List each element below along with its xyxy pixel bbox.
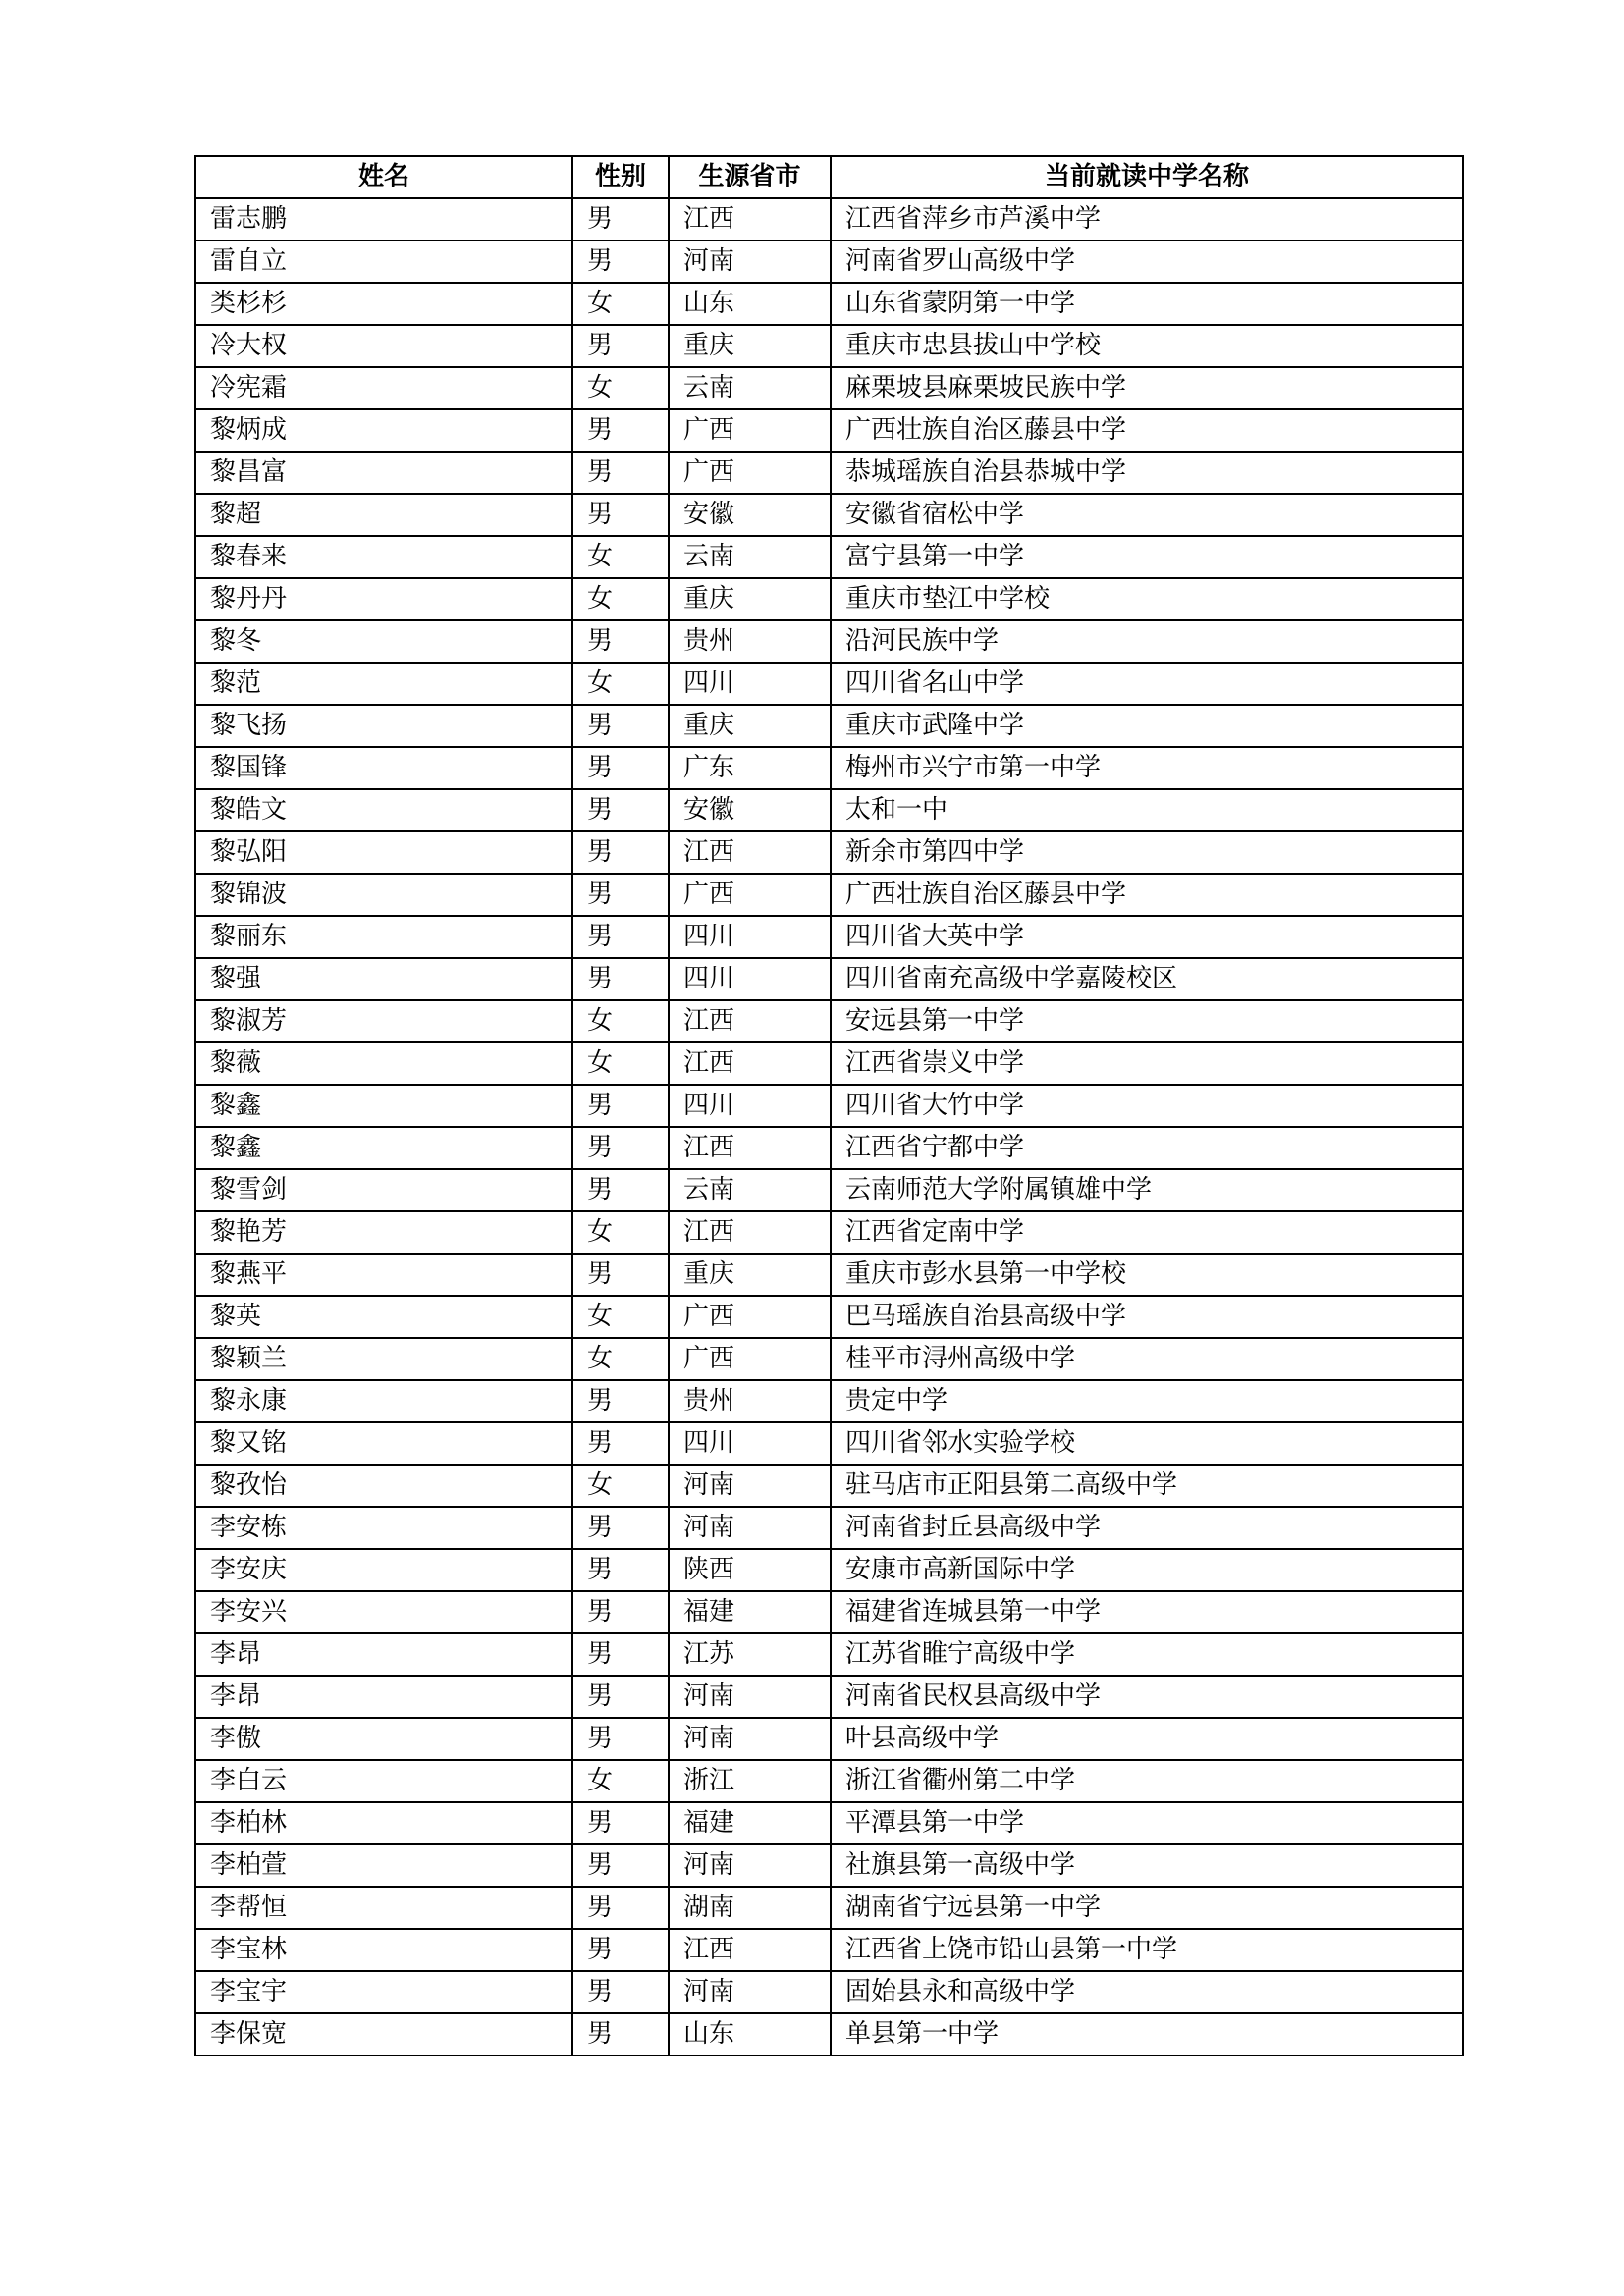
cell-name: 黎英 bbox=[195, 1296, 572, 1338]
cell-school: 广西壮族自治区藤县中学 bbox=[831, 409, 1463, 452]
cell-school: 固始县永和高级中学 bbox=[831, 1971, 1463, 2013]
cell-name: 黎永康 bbox=[195, 1380, 572, 1422]
cell-gender: 男 bbox=[572, 789, 669, 831]
header-gender: 性别 bbox=[572, 156, 669, 198]
cell-gender: 男 bbox=[572, 452, 669, 494]
cell-gender: 男 bbox=[572, 620, 669, 663]
cell-province: 广西 bbox=[669, 1296, 831, 1338]
cell-province: 广西 bbox=[669, 1338, 831, 1380]
cell-school: 湖南省宁远县第一中学 bbox=[831, 1887, 1463, 1929]
cell-school: 江苏省睢宁高级中学 bbox=[831, 1633, 1463, 1676]
table-row bbox=[195, 1042, 1463, 1085]
cell-name: 黎炳成 bbox=[195, 409, 572, 452]
cell-province: 重庆 bbox=[669, 705, 831, 747]
cell-school: 单县第一中学 bbox=[831, 2013, 1463, 2056]
cell-name: 李安兴 bbox=[195, 1591, 572, 1633]
cell-name: 李昂 bbox=[195, 1633, 572, 1676]
table-row bbox=[195, 663, 1463, 705]
cell-school: 安远县第一中学 bbox=[831, 1000, 1463, 1042]
cell-name: 黎锦波 bbox=[195, 874, 572, 916]
cell-school: 四川省大竹中学 bbox=[831, 1085, 1463, 1127]
cell-name: 黎强 bbox=[195, 958, 572, 1000]
cell-name: 李昂 bbox=[195, 1676, 572, 1718]
cell-name: 黎飞扬 bbox=[195, 705, 572, 747]
cell-name: 黎艳芳 bbox=[195, 1211, 572, 1254]
cell-gender: 女 bbox=[572, 663, 669, 705]
table-row bbox=[195, 620, 1463, 663]
cell-school: 四川省名山中学 bbox=[831, 663, 1463, 705]
cell-gender: 男 bbox=[572, 1507, 669, 1549]
cell-province: 四川 bbox=[669, 663, 831, 705]
cell-gender: 男 bbox=[572, 1169, 669, 1211]
cell-gender: 男 bbox=[572, 494, 669, 536]
cell-name: 黎国锋 bbox=[195, 747, 572, 789]
cell-gender: 男 bbox=[572, 705, 669, 747]
cell-gender: 女 bbox=[572, 367, 669, 409]
cell-name: 黎冬 bbox=[195, 620, 572, 663]
table-row bbox=[195, 452, 1463, 494]
cell-school: 浙江省衢州第二中学 bbox=[831, 1760, 1463, 1802]
cell-gender: 男 bbox=[572, 1422, 669, 1465]
cell-name: 黎淑芳 bbox=[195, 1000, 572, 1042]
cell-province: 河南 bbox=[669, 1676, 831, 1718]
cell-school: 恭城瑶族自治县恭城中学 bbox=[831, 452, 1463, 494]
header-school: 当前就读中学名称 bbox=[831, 156, 1463, 198]
cell-province: 四川 bbox=[669, 1085, 831, 1127]
table-row bbox=[195, 367, 1463, 409]
cell-gender: 男 bbox=[572, 198, 669, 240]
cell-province: 江苏 bbox=[669, 1633, 831, 1676]
table-row bbox=[195, 1507, 1463, 1549]
cell-gender: 男 bbox=[572, 1718, 669, 1760]
cell-school: 沿河民族中学 bbox=[831, 620, 1463, 663]
cell-province: 福建 bbox=[669, 1591, 831, 1633]
cell-name: 李傲 bbox=[195, 1718, 572, 1760]
cell-name: 黎丽东 bbox=[195, 916, 572, 958]
cell-school: 江西省定南中学 bbox=[831, 1211, 1463, 1254]
cell-province: 广西 bbox=[669, 452, 831, 494]
cell-school: 山东省蒙阴第一中学 bbox=[831, 283, 1463, 325]
cell-province: 四川 bbox=[669, 958, 831, 1000]
cell-province: 山东 bbox=[669, 283, 831, 325]
cell-name: 黎春来 bbox=[195, 536, 572, 578]
cell-name: 李安栋 bbox=[195, 1507, 572, 1549]
cell-gender: 男 bbox=[572, 1633, 669, 1676]
cell-province: 四川 bbox=[669, 916, 831, 958]
table-row bbox=[195, 1127, 1463, 1169]
table-row bbox=[195, 705, 1463, 747]
cell-province: 四川 bbox=[669, 1422, 831, 1465]
cell-school: 河南省民权县高级中学 bbox=[831, 1676, 1463, 1718]
cell-province: 贵州 bbox=[669, 620, 831, 663]
table-header-row bbox=[195, 156, 1463, 198]
cell-school: 江西省上饶市铅山县第一中学 bbox=[831, 1929, 1463, 1971]
cell-province: 重庆 bbox=[669, 578, 831, 620]
cell-school: 富宁县第一中学 bbox=[831, 536, 1463, 578]
cell-province: 河南 bbox=[669, 240, 831, 283]
cell-gender: 男 bbox=[572, 1887, 669, 1929]
cell-province: 陕西 bbox=[669, 1549, 831, 1591]
cell-gender: 女 bbox=[572, 1211, 669, 1254]
cell-school: 河南省罗山高级中学 bbox=[831, 240, 1463, 283]
table-row bbox=[195, 198, 1463, 240]
cell-name: 黎皓文 bbox=[195, 789, 572, 831]
cell-gender: 男 bbox=[572, 1844, 669, 1887]
table-row bbox=[195, 1549, 1463, 1591]
cell-name: 黎弘阳 bbox=[195, 831, 572, 874]
cell-gender: 男 bbox=[572, 831, 669, 874]
table-row bbox=[195, 240, 1463, 283]
cell-school: 叶县高级中学 bbox=[831, 1718, 1463, 1760]
table-row bbox=[195, 1802, 1463, 1844]
header-province: 生源省市 bbox=[669, 156, 831, 198]
cell-name: 李柏林 bbox=[195, 1802, 572, 1844]
cell-gender: 男 bbox=[572, 1549, 669, 1591]
cell-gender: 女 bbox=[572, 283, 669, 325]
table-row bbox=[195, 1844, 1463, 1887]
cell-name: 黎颖兰 bbox=[195, 1338, 572, 1380]
cell-name: 冷大权 bbox=[195, 325, 572, 367]
cell-name: 李帮恒 bbox=[195, 1887, 572, 1929]
cell-school: 福建省连城县第一中学 bbox=[831, 1591, 1463, 1633]
cell-province: 山东 bbox=[669, 2013, 831, 2056]
cell-gender: 男 bbox=[572, 1127, 669, 1169]
cell-gender: 女 bbox=[572, 578, 669, 620]
cell-province: 云南 bbox=[669, 1169, 831, 1211]
table-row bbox=[195, 1000, 1463, 1042]
cell-province: 广西 bbox=[669, 409, 831, 452]
cell-gender: 男 bbox=[572, 1380, 669, 1422]
cell-gender: 男 bbox=[572, 240, 669, 283]
table-row bbox=[195, 578, 1463, 620]
table-row bbox=[195, 1085, 1463, 1127]
cell-name: 黎又铭 bbox=[195, 1422, 572, 1465]
cell-province: 安徽 bbox=[669, 789, 831, 831]
cell-name: 黎超 bbox=[195, 494, 572, 536]
cell-province: 江西 bbox=[669, 1211, 831, 1254]
cell-name: 黎孜怡 bbox=[195, 1465, 572, 1507]
table-row bbox=[195, 283, 1463, 325]
cell-gender: 男 bbox=[572, 916, 669, 958]
table-row bbox=[195, 1254, 1463, 1296]
cell-school: 四川省南充高级中学嘉陵校区 bbox=[831, 958, 1463, 1000]
cell-gender: 男 bbox=[572, 1676, 669, 1718]
student-table bbox=[194, 155, 1464, 2056]
cell-name: 雷自立 bbox=[195, 240, 572, 283]
cell-school: 巴马瑶族自治县高级中学 bbox=[831, 1296, 1463, 1338]
table-row bbox=[195, 1971, 1463, 2013]
cell-name: 李保宽 bbox=[195, 2013, 572, 2056]
cell-gender: 男 bbox=[572, 1802, 669, 1844]
cell-school: 安康市高新国际中学 bbox=[831, 1549, 1463, 1591]
cell-gender: 男 bbox=[572, 2013, 669, 2056]
cell-gender: 女 bbox=[572, 1296, 669, 1338]
cell-school: 重庆市彭水县第一中学校 bbox=[831, 1254, 1463, 1296]
cell-gender: 男 bbox=[572, 1085, 669, 1127]
table-row bbox=[195, 874, 1463, 916]
cell-province: 江西 bbox=[669, 1127, 831, 1169]
cell-school: 重庆市忠县拔山中学校 bbox=[831, 325, 1463, 367]
cell-gender: 男 bbox=[572, 409, 669, 452]
cell-province: 江西 bbox=[669, 1000, 831, 1042]
cell-gender: 男 bbox=[572, 1971, 669, 2013]
cell-province: 河南 bbox=[669, 1844, 831, 1887]
table-row bbox=[195, 1929, 1463, 1971]
cell-school: 江西省崇义中学 bbox=[831, 1042, 1463, 1085]
table-row bbox=[195, 1760, 1463, 1802]
cell-province: 浙江 bbox=[669, 1760, 831, 1802]
cell-province: 江西 bbox=[669, 198, 831, 240]
cell-school: 江西省萍乡市芦溪中学 bbox=[831, 198, 1463, 240]
cell-gender: 男 bbox=[572, 1254, 669, 1296]
table-row bbox=[195, 958, 1463, 1000]
cell-province: 重庆 bbox=[669, 325, 831, 367]
cell-school: 重庆市武隆中学 bbox=[831, 705, 1463, 747]
cell-name: 李宝宇 bbox=[195, 1971, 572, 2013]
cell-gender: 女 bbox=[572, 1000, 669, 1042]
cell-name: 雷志鹏 bbox=[195, 198, 572, 240]
cell-school: 河南省封丘县高级中学 bbox=[831, 1507, 1463, 1549]
cell-school: 桂平市浔州高级中学 bbox=[831, 1338, 1463, 1380]
cell-province: 江西 bbox=[669, 1929, 831, 1971]
cell-province: 河南 bbox=[669, 1507, 831, 1549]
cell-name: 类杉杉 bbox=[195, 283, 572, 325]
cell-name: 黎燕平 bbox=[195, 1254, 572, 1296]
cell-name: 冷宪霜 bbox=[195, 367, 572, 409]
table-row bbox=[195, 831, 1463, 874]
cell-province: 湖南 bbox=[669, 1887, 831, 1929]
cell-name: 黎昌富 bbox=[195, 452, 572, 494]
cell-name: 黎范 bbox=[195, 663, 572, 705]
cell-school: 驻马店市正阳县第二高级中学 bbox=[831, 1465, 1463, 1507]
cell-province: 河南 bbox=[669, 1465, 831, 1507]
cell-school: 江西省宁都中学 bbox=[831, 1127, 1463, 1169]
cell-name: 黎鑫 bbox=[195, 1085, 572, 1127]
cell-school: 云南师范大学附属镇雄中学 bbox=[831, 1169, 1463, 1211]
cell-school: 贵定中学 bbox=[831, 1380, 1463, 1422]
cell-gender: 女 bbox=[572, 1042, 669, 1085]
cell-school: 重庆市垫江中学校 bbox=[831, 578, 1463, 620]
table-row bbox=[195, 1169, 1463, 1211]
cell-name: 李白云 bbox=[195, 1760, 572, 1802]
cell-province: 河南 bbox=[669, 1971, 831, 2013]
cell-province: 广东 bbox=[669, 747, 831, 789]
table-row bbox=[195, 1422, 1463, 1465]
cell-school: 安徽省宿松中学 bbox=[831, 494, 1463, 536]
cell-name: 李柏萱 bbox=[195, 1844, 572, 1887]
table-row bbox=[195, 2013, 1463, 2056]
table-row bbox=[195, 1338, 1463, 1380]
cell-gender: 男 bbox=[572, 1591, 669, 1633]
cell-name: 黎薇 bbox=[195, 1042, 572, 1085]
table-row bbox=[195, 409, 1463, 452]
cell-school: 梅州市兴宁市第一中学 bbox=[831, 747, 1463, 789]
table-row bbox=[195, 916, 1463, 958]
table-row bbox=[195, 1465, 1463, 1507]
table-row bbox=[195, 1296, 1463, 1338]
cell-gender: 男 bbox=[572, 325, 669, 367]
cell-gender: 女 bbox=[572, 1760, 669, 1802]
table-row bbox=[195, 325, 1463, 367]
table-row bbox=[195, 1676, 1463, 1718]
table-row bbox=[195, 747, 1463, 789]
cell-province: 云南 bbox=[669, 536, 831, 578]
cell-school: 平潭县第一中学 bbox=[831, 1802, 1463, 1844]
cell-name: 李安庆 bbox=[195, 1549, 572, 1591]
cell-province: 安徽 bbox=[669, 494, 831, 536]
table-row bbox=[195, 789, 1463, 831]
cell-school: 新余市第四中学 bbox=[831, 831, 1463, 874]
cell-school: 广西壮族自治区藤县中学 bbox=[831, 874, 1463, 916]
cell-province: 重庆 bbox=[669, 1254, 831, 1296]
table-row bbox=[195, 1887, 1463, 1929]
cell-name: 黎鑫 bbox=[195, 1127, 572, 1169]
cell-province: 云南 bbox=[669, 367, 831, 409]
header-name: 姓名 bbox=[195, 156, 572, 198]
table-row bbox=[195, 1591, 1463, 1633]
cell-gender: 女 bbox=[572, 1465, 669, 1507]
cell-gender: 男 bbox=[572, 747, 669, 789]
table-row bbox=[195, 1211, 1463, 1254]
cell-school: 四川省大英中学 bbox=[831, 916, 1463, 958]
table-row bbox=[195, 1380, 1463, 1422]
table-row bbox=[195, 536, 1463, 578]
cell-province: 广西 bbox=[669, 874, 831, 916]
cell-school: 社旗县第一高级中学 bbox=[831, 1844, 1463, 1887]
cell-gender: 男 bbox=[572, 874, 669, 916]
cell-name: 黎丹丹 bbox=[195, 578, 572, 620]
cell-gender: 男 bbox=[572, 958, 669, 1000]
cell-province: 江西 bbox=[669, 1042, 831, 1085]
cell-province: 福建 bbox=[669, 1802, 831, 1844]
cell-gender: 女 bbox=[572, 536, 669, 578]
cell-school: 麻栗坡县麻栗坡民族中学 bbox=[831, 367, 1463, 409]
cell-gender: 男 bbox=[572, 1929, 669, 1971]
cell-school: 四川省邻水实验学校 bbox=[831, 1422, 1463, 1465]
cell-province: 江西 bbox=[669, 831, 831, 874]
cell-school: 太和一中 bbox=[831, 789, 1463, 831]
cell-gender: 女 bbox=[572, 1338, 669, 1380]
cell-name: 黎雪剑 bbox=[195, 1169, 572, 1211]
cell-province: 河南 bbox=[669, 1718, 831, 1760]
table-row bbox=[195, 1718, 1463, 1760]
table-row bbox=[195, 494, 1463, 536]
table-row bbox=[195, 1633, 1463, 1676]
cell-name: 李宝林 bbox=[195, 1929, 572, 1971]
cell-province: 贵州 bbox=[669, 1380, 831, 1422]
